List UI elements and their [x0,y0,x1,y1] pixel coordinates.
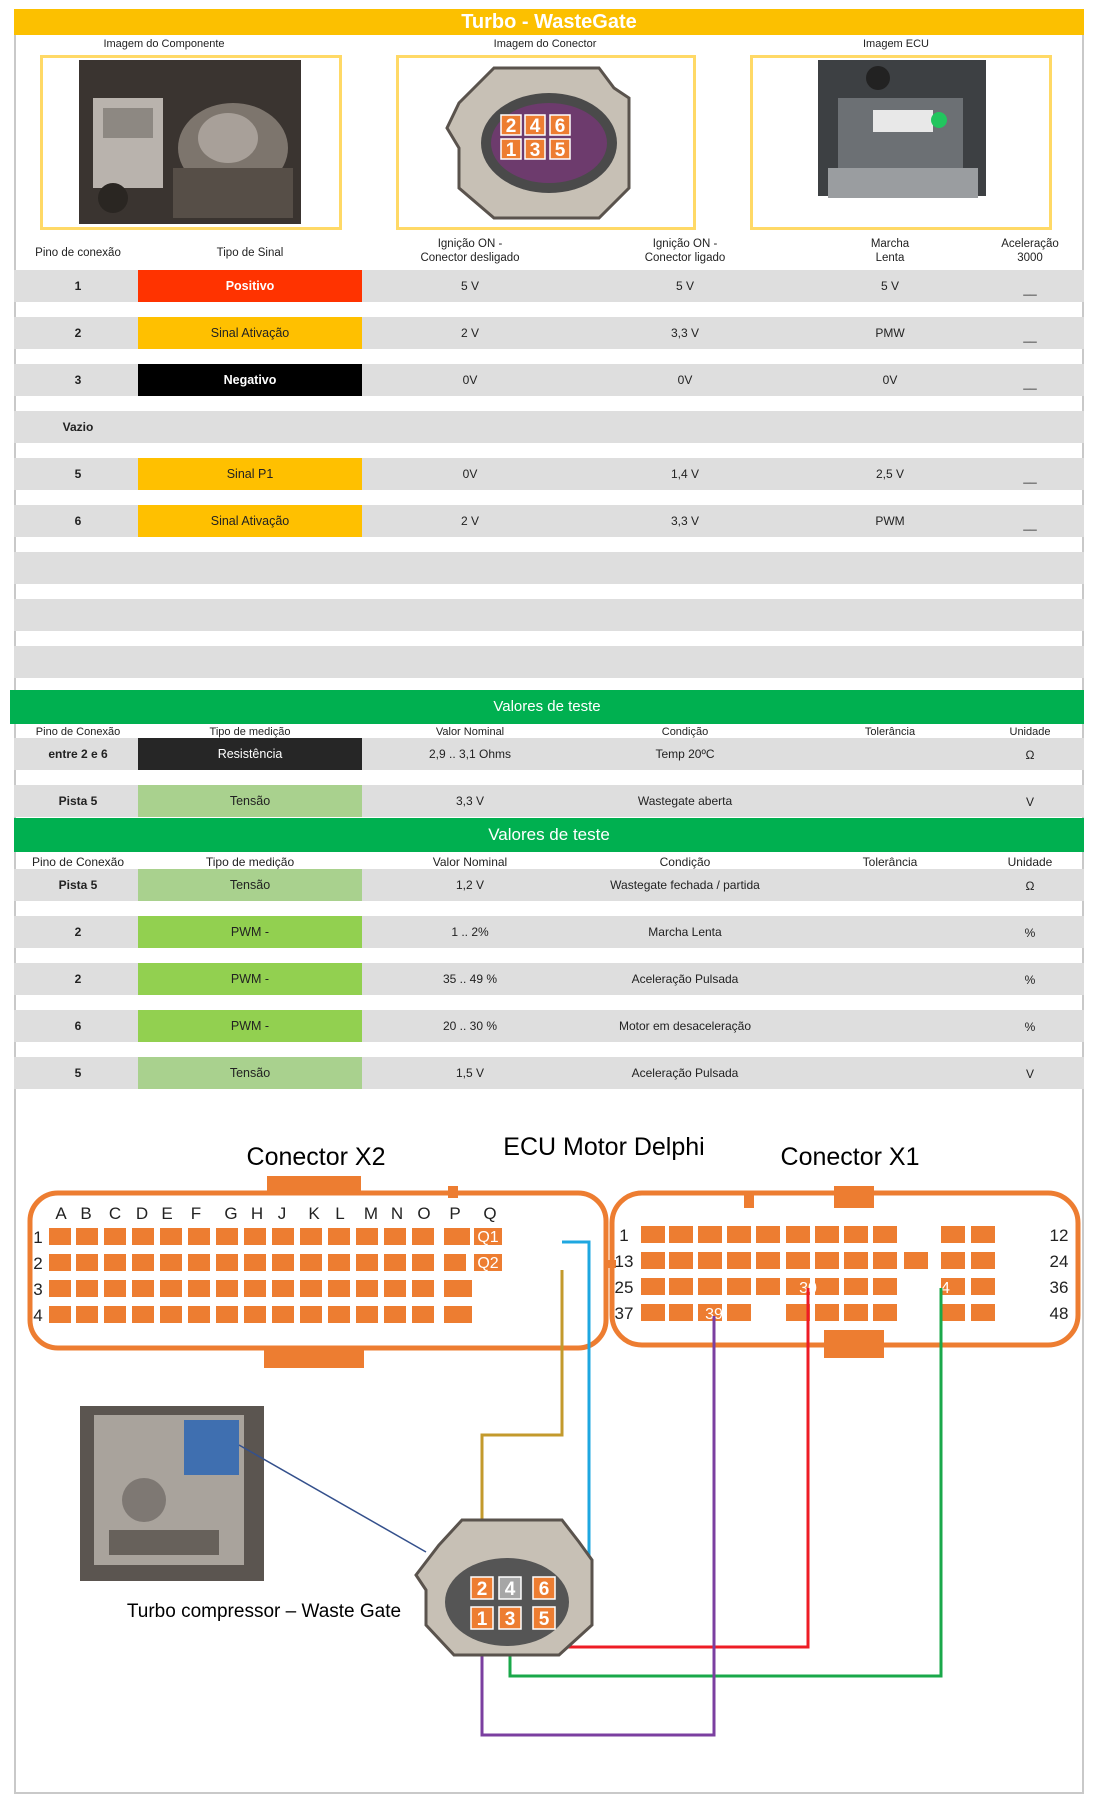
x1-pin [815,1304,839,1321]
page-title: Turbo - WasteGate [14,9,1084,35]
x2-pin [412,1254,434,1271]
table1-signal-badge: Positivo [138,270,362,302]
table1-pin: 1 [74,279,82,293]
x2-pin [216,1254,238,1271]
x1-bottom-tab [824,1330,884,1358]
x1-pin [815,1252,839,1269]
x2-top-tab [267,1176,361,1194]
connector-pin-label: 6 [554,116,566,137]
x2-pin [300,1280,322,1297]
x1-title: Conector X1 [780,1143,920,1171]
x2-pin [356,1228,378,1245]
test1-header-2: Valor Nominal [435,726,505,738]
x2-pin [76,1254,98,1271]
x1-pin [815,1226,839,1243]
x1-row-label-left: 13 [614,1252,634,1271]
x1-pin [756,1278,780,1295]
ecu-image-frame [750,55,1052,230]
x1-pin [698,1278,722,1295]
x2-pin [244,1254,266,1271]
test2-pin: 5 [74,1066,82,1080]
x1-pin [727,1226,751,1243]
x2-pin [384,1306,406,1323]
x1-pin [971,1226,995,1243]
test1-pin: Pista 5 [58,794,98,808]
test2-header-0: Pino de Conexão [31,855,125,869]
x2-pin [216,1306,238,1323]
table1-pin: Vazio [62,420,94,434]
component-image-frame [40,55,342,230]
x2-pin [76,1228,98,1245]
x2-pin [272,1280,294,1297]
x1-top-tab-1 [744,1193,754,1208]
table1-pin: 2 [74,326,82,340]
x1-row-label-right: 12 [1049,1226,1069,1245]
x2-pin [384,1228,406,1245]
x2-column-label: A [55,1204,67,1223]
x1-pin [756,1226,780,1243]
test1-header-5: Unidade [1009,726,1051,738]
x2-pin [444,1228,470,1245]
test1-pin: entre 2 e 6 [48,747,108,761]
x2-pin [412,1280,434,1297]
x1-pin [844,1226,868,1243]
test2-header-5: Unidade [1007,855,1053,869]
test2-condition: Motor em desaceleração [618,1019,752,1033]
x1-pin [698,1226,722,1243]
x1-pin [941,1226,965,1243]
connector-photo [399,58,693,227]
x2-pin [216,1280,238,1297]
x2-pin [160,1306,182,1323]
x2-pin-q2-label: Q2 [477,1255,499,1272]
test2-unit: % [1024,1020,1036,1034]
table1-ign-off-value: 0V [462,373,478,387]
x1-pin [786,1252,810,1269]
x1-pin [971,1304,995,1321]
x2-pin [104,1306,126,1323]
x2-pin [444,1254,466,1271]
x2-pin [104,1228,126,1245]
test2-unit: % [1024,926,1036,940]
lower-connector-pin-label: 4 [504,1579,516,1600]
test2-pin: Pista 5 [58,878,98,892]
x1-row-label-left: 1 [619,1226,629,1245]
table1-empty-row [14,599,1084,631]
test1-header-1: Tipo de medição [209,726,291,738]
x2-pin [384,1280,406,1297]
x2-pin [188,1306,210,1323]
x2-column-label: L [335,1204,345,1223]
test2-type-badge: Tensão [138,869,362,901]
table1-ign-on-value: 3,3 V [670,514,700,528]
ecu-image-caption: Imagem ECU [862,38,930,50]
x2-pin [188,1280,210,1297]
table1-accel-value: __ [1023,282,1037,296]
x2-column-label: J [277,1204,287,1223]
turbo-photo-caption: Turbo compressor – Waste Gate [126,1601,402,1622]
x2-column-label: B [80,1204,92,1223]
x1-pin [844,1252,868,1269]
test2-condition: Aceleração Pulsada [631,972,739,986]
table1-accel-value: __ [1023,376,1037,390]
x2-column-label: H [250,1204,264,1223]
x2-small-tab [448,1186,458,1198]
x2-column-label: P [449,1204,461,1223]
connector-pin-label: 3 [529,140,541,161]
x2-pin [356,1254,378,1271]
table1-idle-value: 2,5 V [875,467,905,481]
test2-condition: Wastegate fechada / partida [610,878,760,892]
x1-pin [641,1226,665,1243]
x1-pin [844,1278,868,1295]
test1-header-4: Tolerância [864,726,916,738]
x2-column-label: D [135,1204,149,1223]
x2-pin [76,1306,98,1323]
x1-pin [873,1304,897,1321]
x1-pin [669,1278,693,1295]
table1-idle-value: PMW [875,326,905,340]
test2-condition: Marcha Lenta [648,925,722,939]
connector-image-caption: Imagem do Conector [493,38,597,50]
table1-ign-on-value: 3,3 V [670,326,700,340]
x2-pin [356,1306,378,1323]
x1-pin [698,1252,722,1269]
x1-pin [941,1304,965,1321]
x1-pin [815,1278,839,1295]
table1-idle-value: 0V [882,373,898,387]
x1-pin [971,1252,995,1269]
x2-pin [244,1306,266,1323]
component-photo [43,58,339,227]
x2-pin [328,1306,350,1323]
test1-header-0: Pino de Conexão [35,726,121,738]
x2-title: Conector X2 [246,1143,386,1171]
turbo-photo [80,1406,264,1581]
test2-header-4: Tolerância [862,855,918,869]
x2-pin [160,1280,182,1297]
x1-row-label-left: 25 [614,1278,634,1297]
x2-bottom-tab [264,1346,364,1368]
x2-column-label: N [390,1204,404,1223]
x2-pin [412,1228,434,1245]
test1-nominal: 2,9 .. 3,1 Ohms [428,747,512,761]
t1-header-accel: Aceleração 3000 [1001,238,1059,264]
x2-pin [300,1254,322,1271]
x2-pin [272,1228,294,1245]
connector-pin-label: 2 [505,116,517,137]
table1-empty-row [14,646,1084,678]
table1-pin: 5 [74,467,82,481]
x2-pin [244,1280,266,1297]
test2-header-3: Condição [659,855,711,869]
test2-title: Valores de teste [14,818,1084,852]
x1-pin [756,1252,780,1269]
connector-pin-label: 5 [554,140,566,161]
x2-row-label: 2 [33,1254,43,1273]
test2-pin: 2 [74,925,82,939]
x2-column-label: M [363,1204,379,1223]
lower-connector-pin-label: 6 [538,1579,550,1600]
x1-pin [727,1252,751,1269]
x2-pin [160,1254,182,1271]
x1-pin [786,1304,810,1321]
lower-connector-pin-label: 5 [538,1609,550,1630]
table1-signal-badge: Sinal Ativação [138,317,362,349]
x1-pin [669,1304,693,1321]
x2-pin [412,1306,434,1323]
x1-pin [873,1226,897,1243]
x1-pin [727,1278,751,1295]
test2-nominal: 1,5 V [455,1066,485,1080]
x1-pin [941,1252,965,1269]
x2-column-label: F [190,1204,202,1223]
x1-pin [727,1304,751,1321]
test2-unit: Ω [1025,879,1035,893]
t1-header-ign-on: Ignição ON - Conector ligado [644,238,726,264]
table1-empty-row [14,552,1084,584]
x2-pin [49,1228,71,1245]
x1-pin [669,1226,693,1243]
lower-connector-pin-label: 1 [476,1609,488,1630]
x2-pin [328,1280,350,1297]
test2-nominal: 1 .. 2% [451,925,489,939]
test2-nominal: 35 .. 49 % [442,972,498,986]
x2-pin-q1-label: Q1 [477,1229,499,1246]
x2-column-label: K [308,1204,320,1223]
x2-pin [160,1228,182,1245]
x2-pin [49,1254,71,1271]
connector-image-frame [396,55,696,230]
table1-signal-badge: Negativo [138,364,362,396]
x2-pin [132,1228,154,1245]
test2-header-2: Valor Nominal [432,855,508,869]
t1-header-idle: Marcha Lenta [870,238,910,264]
x2-pin [188,1228,210,1245]
test2-type-badge: PWM - [138,916,362,948]
table1-ign-off-value: 5 V [460,279,479,293]
x2-pin [216,1228,238,1245]
test1-condition: Wastegate aberta [637,794,733,808]
x1-pin [904,1252,928,1269]
connector-pin-label: 4 [529,116,541,137]
table1-ign-on-value: 1,4 V [670,467,700,481]
test2-type-badge: PWM - [138,1010,362,1042]
x2-pin [272,1254,294,1271]
t1-header-pin: Pino de conexão [35,247,121,259]
x2-pin [49,1280,71,1297]
x1-row-label-right: 36 [1049,1278,1069,1297]
x2-pin [104,1254,126,1271]
x1-row-label-right: 24 [1049,1252,1069,1271]
x2-pin [300,1228,322,1245]
table1-idle-value: PWM [875,514,905,528]
ecu-photo [753,58,1049,227]
x1-row-label-right: 48 [1049,1304,1069,1323]
table1-signal-badge: Sinal P1 [138,458,362,490]
x1-pin [641,1304,665,1321]
connector-pin-label: 1 [505,140,517,161]
test2-nominal: 20 .. 30 % [442,1019,498,1033]
test1-title: Valores de teste [10,690,1084,724]
test1-type-badge: Resistência [138,738,362,770]
table1-pin: 3 [74,373,82,387]
test2-type-badge: PWM - [138,963,362,995]
x2-column-label: C [108,1204,122,1223]
table1-idle-value: 5 V [880,279,899,293]
test1-nominal: 3,3 V [455,794,485,808]
x1-pin-34-label: 34 [932,1280,950,1297]
lower-connector-pin-label: 2 [476,1579,488,1600]
x2-pin [328,1254,350,1271]
test2-unit: % [1024,973,1036,987]
x2-row-label: 4 [33,1306,43,1325]
t1-header-ign-off: Ignição ON - Conector desligado [420,238,520,264]
x2-pin [132,1280,154,1297]
x2-row-label: 1 [33,1228,43,1247]
ecu-wiring-diagram [14,1090,1084,1790]
x1-pin [844,1304,868,1321]
test2-unit: V [1025,1067,1034,1081]
x2-column-label: G [224,1204,238,1223]
test2-condition: Aceleração Pulsada [631,1066,739,1080]
x2-column-label: O [417,1204,431,1223]
x1-top-tab-2 [834,1186,874,1208]
photo-pointer-line [239,1445,426,1552]
x2-row-label: 3 [33,1280,43,1299]
table1-ign-off-value: 0V [462,467,478,481]
x2-pin [76,1280,98,1297]
table1-row [14,411,1084,443]
x2-pin [132,1306,154,1323]
t1-header-signal: Tipo de Sinal [216,247,284,259]
x1-pin [641,1278,665,1295]
test1-condition: Temp 20ºC [655,747,715,761]
test2-pin: 2 [74,972,82,986]
x2-pin [188,1254,210,1271]
test2-type-badge: Tensão [138,1057,362,1089]
x2-pin [300,1306,322,1323]
table1-accel-value: __ [1023,517,1037,531]
test1-type-badge: Tensão [138,785,362,817]
x2-pin [132,1254,154,1271]
test2-pin: 6 [74,1019,82,1033]
table1-ign-off-value: 2 V [460,326,479,340]
x2-column-label: Q [483,1204,497,1223]
x2-pin [446,1306,472,1323]
x1-pin [641,1252,665,1269]
table1-signal-badge: Sinal Ativação [138,505,362,537]
x1-pin [873,1252,897,1269]
x2-pin [356,1280,378,1297]
table1-ign-on-value: 0V [677,373,693,387]
test2-header-1: Tipo de medição [205,855,295,869]
x1-pin [971,1278,995,1295]
x1-pin [786,1226,810,1243]
x1-pin-39-label: 39 [705,1306,723,1323]
table1-accel-value: __ [1023,470,1037,484]
component-image-caption: Imagem do Componente [103,38,225,50]
x1-pin [669,1252,693,1269]
x2-column-label: E [161,1204,173,1223]
table1-ign-off-value: 2 V [460,514,479,528]
x2-pin [104,1280,126,1297]
table1-pin: 6 [74,514,82,528]
test2-nominal: 1,2 V [455,878,485,892]
test1-unit: V [1025,795,1034,809]
table1-ign-on-value: 5 V [675,279,694,293]
ecu-title: ECU Motor Delphi [503,1133,705,1161]
x1-pin-30-label: 30 [799,1280,817,1297]
x1-pin [873,1278,897,1295]
table1-accel-value: __ [1023,329,1037,343]
x2-pin [384,1254,406,1271]
test1-unit: Ω [1025,748,1035,762]
x2-pin [446,1280,472,1297]
x2-pin [49,1306,71,1323]
x2-pin [328,1228,350,1245]
x1-row-label-left: 37 [614,1304,634,1323]
x2-pin [272,1306,294,1323]
test1-header-3: Condição [661,726,709,738]
lower-connector-pin-label: 3 [504,1609,516,1630]
x2-pin [244,1228,266,1245]
